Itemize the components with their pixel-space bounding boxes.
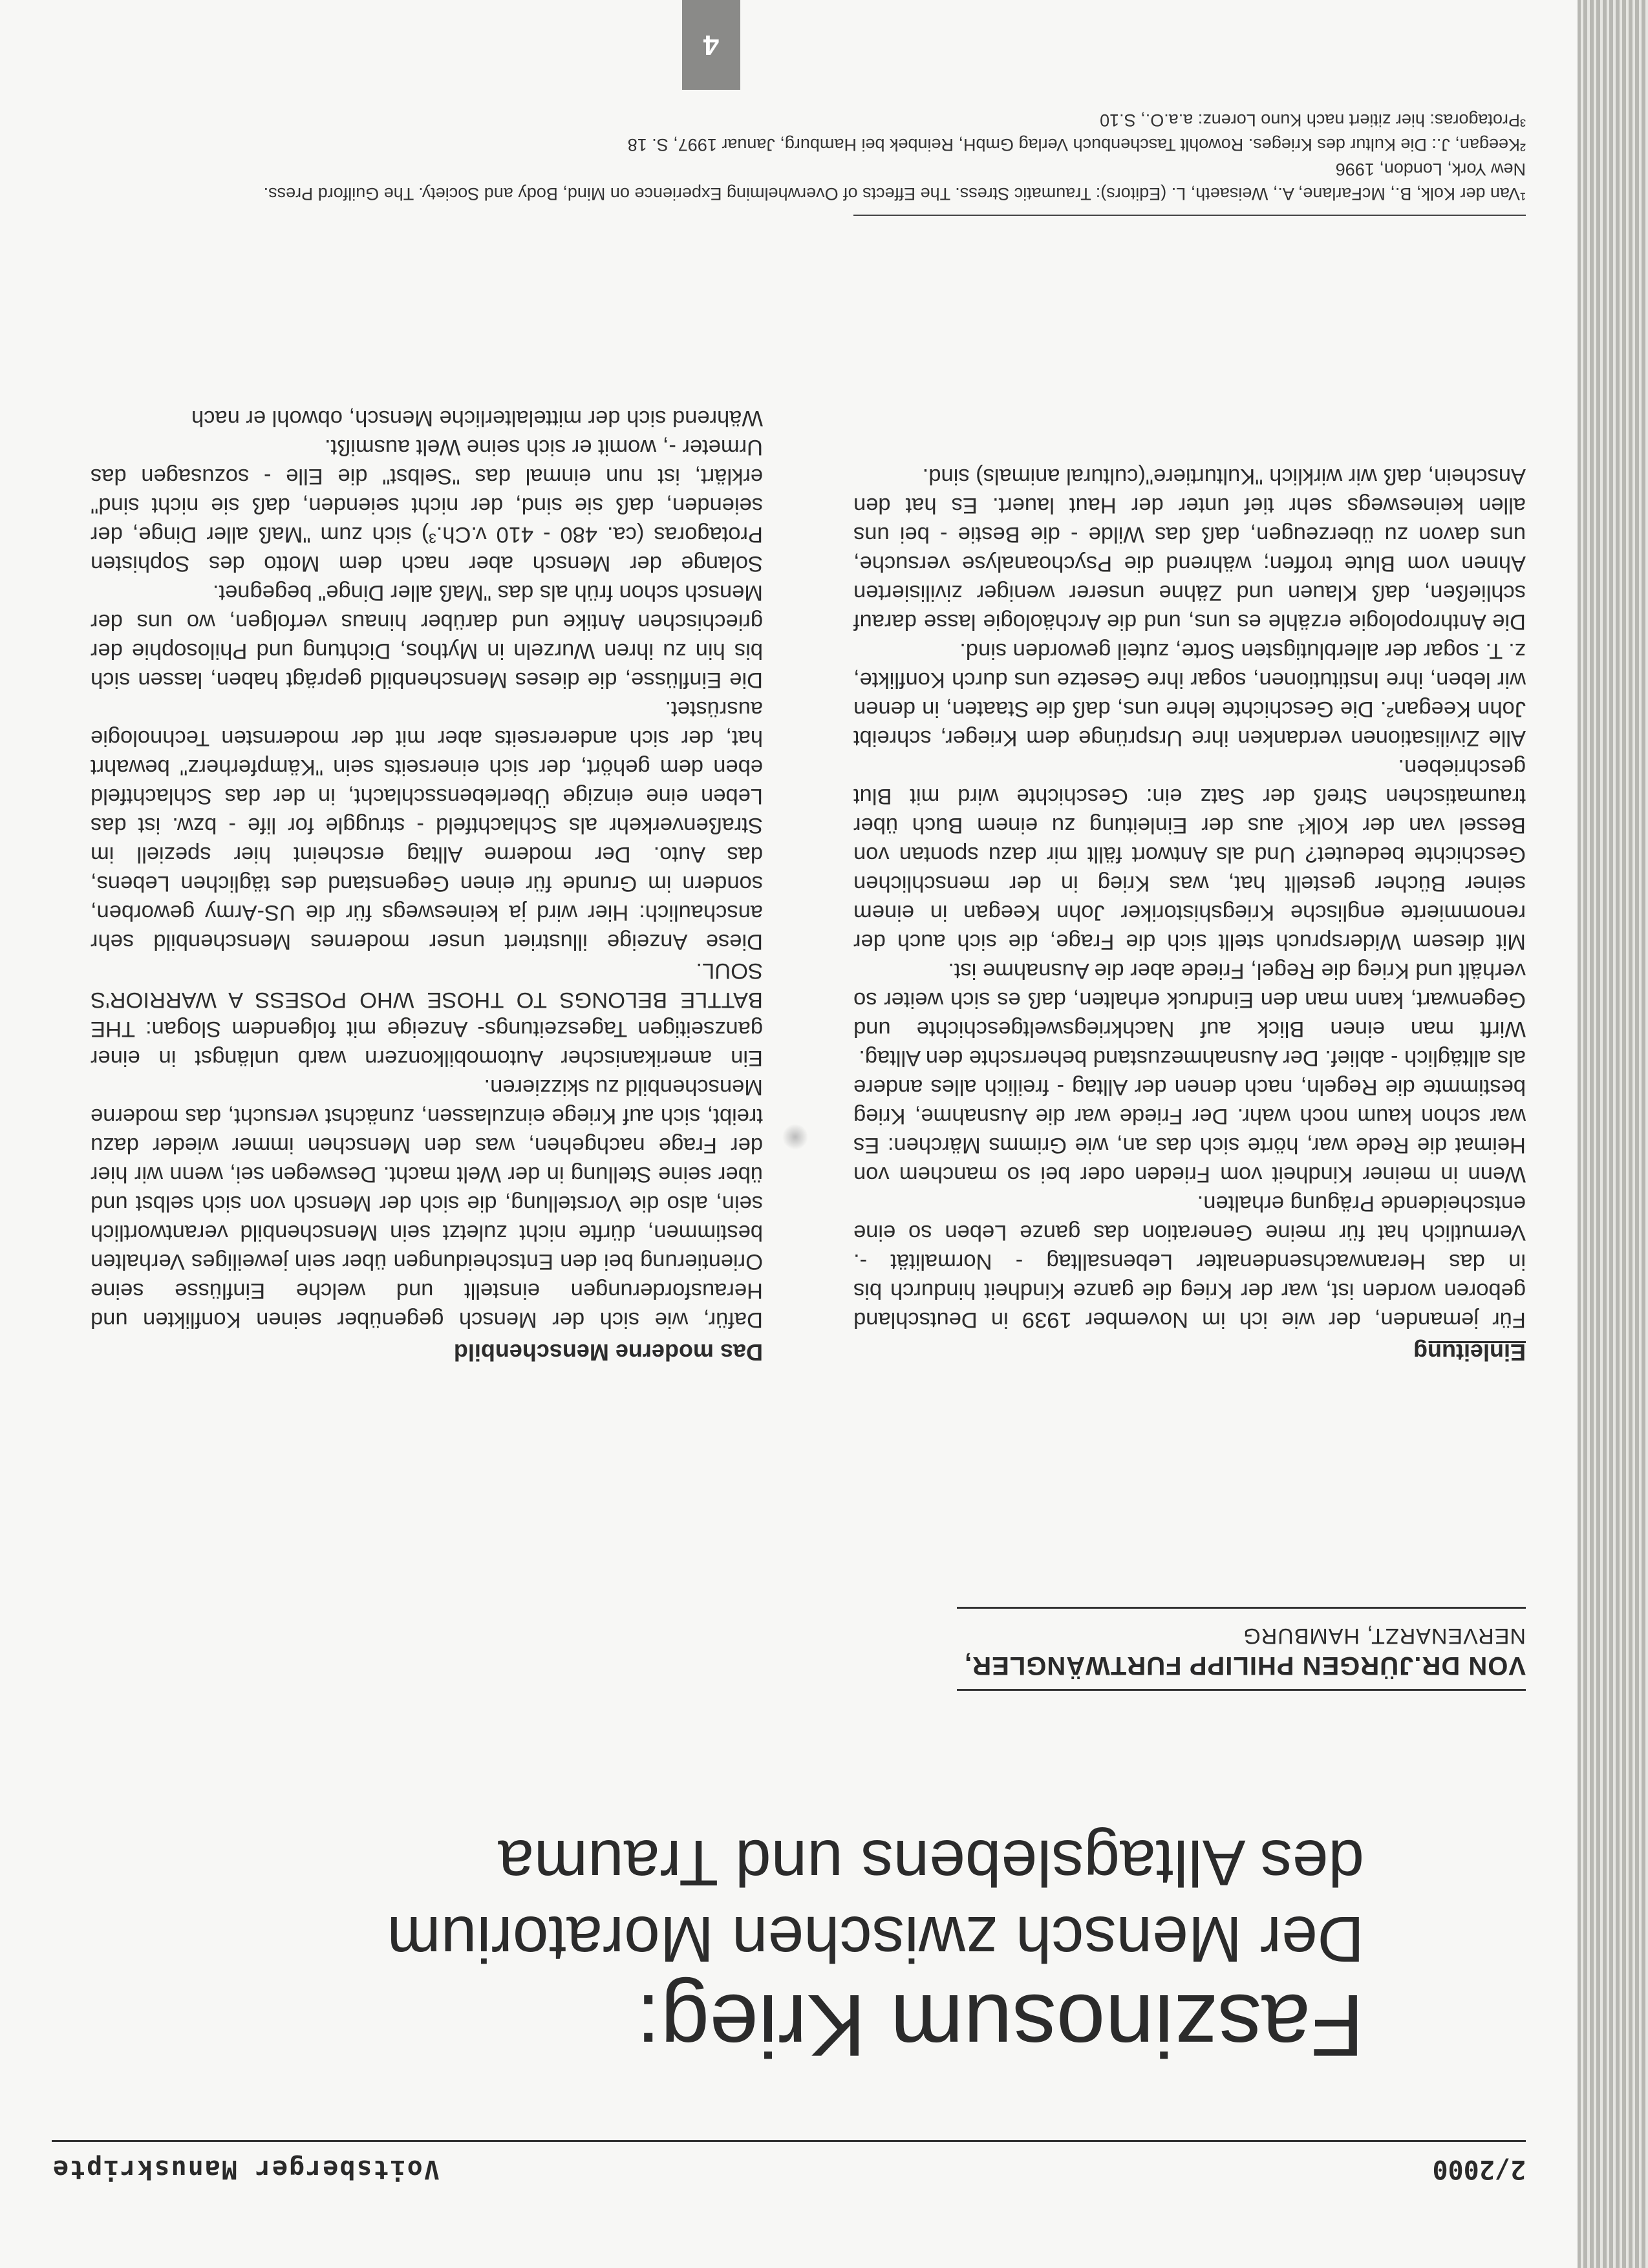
paragraph: Solange der Mensch aber nach dem Motto des Sophisten Protagoras (ca. 480 - 410 v.Ch.³) sich zum "Maß aller Dinge, der seienden, daß sie sind, der nicht seienden, daß sie nicht sind" erklärt, ist nun einmal das "Selbst" die Elle - sozusagen das Urmeter -, womit er sich seine Welt ausmißt. [91,435,763,576]
title-line-3: des Alltagslebens und Trauma [498,1827,1364,1899]
page-stack-edge [1570,0,1648,2268]
author-role: NERVENARZT, HAMBURG [1243,1624,1526,1648]
author-block [944,1623,1526,1680]
paragraph: Dafür, wie sich der Mensch gegenüber seinen Konflikten und Herausforderungen einstellt und welche Einflüsse seine Orientierung bei den Entscheidungen über sein jeweiliges Verhalten bestimmen, dürfte nicht zuletzt sein Menschenbild verantwortlich sein, also die Vorstellung, die sich der Mensch von sich selbst und über seine Stellung in der Welt macht. Deswegen sei, wenn wir hier der Frage nachgehen, was den Menschen immer wieder dazu treibt, sich auf Kriege einzulassen, zunächst versucht, das moderne Menschenbild zu skizzieren. [91,1075,763,1332]
footnote-rule [853,215,1526,216]
title-line-1: Faszinosum Krieg: [636,1977,1364,2075]
paragraph: Wenn in meiner Kindheit vom Frieden oder bei so manchem von Heimat die Rede war, hörte sich das an, wie Grimms Märchen: Es war schon kaum noch wahr. Der Friede war die Ausnahme, Krieg bestimmte die Regeln, nach denen der Alltag - freilich alles andere als alltäglich - ablief. Der Ausnahmezustand beherrschte den Alltag. [853,1046,1526,1187]
series-title: Voitsberger Manuskripte [52,2154,440,2184]
title-line-2: Der Mensch zwischen Moratorium [387,1903,1364,1975]
issue-number: 2/2000 [1432,2154,1526,2184]
footnote: ²Keegan, J.: Die Kultur des Krieges. Rowohlt Taschenbuch Verlag GmbH, Reinbek bei Hamburg, Januar 1997, S. 18 [627,135,1526,154]
footnote: ³Protagoras: hier zitiert nach Kuno Lorenz: a.a.O., S.10 [1100,111,1526,130]
footnote: ¹Van der Kolk, B., McFarlane, A., Weisaeth, L. (Editors): Traumatic Stress. The Effects of Overwhelming Experience on Mind, Body and Society. The Guilford Press. [263,184,1526,204]
paragraph: Wirft man einen Blick auf Nachkriegsweltgeschichte und Gegenwart, kann man den Eindruck erhalten, daß es sich weiter so verhält und Krieg die Regel, Friede aber die Ausnahme ist. [853,959,1526,1041]
paragraph: Für jemanden, der wie ich im November 1939 in Deutschland geboren worden ist, war der Krieg die ganze Kindheit hindurch bis in das Heranwachsendenalter Lebensalltag - Normalität -. Vermutlich hat für meine Generation das ganze Leben so eine entscheidende Prägung erhalten. [853,1191,1526,1332]
section-heading-einleitung: Einleitung [1413,1339,1526,1366]
paragraph: Alle Zivilisationen verdanken ihre Ursprünge dem Krieger, schreibt John Keegan². Die Geschichte lehre uns, daß die Staaten, in denen wir leben, ihre Institutionen, sogar ihre Gesetze uns durch Konflikte, z. T. sogar der allerblutigsten Sorte, zuteil geworden sind. [853,639,1526,750]
paragraph: Die Einflüsse, die dieses Menschenbild geprägt haben, lassen sich bis hin zu ihren Wurzeln in Mythos, Dichtung und Philosophie der griechischen Antike und darüber hinaus verfolgen, wo uns der Mensch schon früh als das "Maß aller Dinge" begegnet. [91,580,763,692]
author-name: VON DR.JÜRGEN PHILIPP FURTWÄNGLER, [964,1651,1526,1680]
page-number: 4 [682,0,740,90]
scan-smudge [782,1124,808,1150]
section-heading-menschenbild: Das moderne Menschenbild [453,1339,763,1366]
article-title [136,1825,1364,2074]
footnotes [39,108,1526,206]
footnote: New York, London, 1996 [1335,160,1526,179]
header-rule [52,2140,1526,2142]
right-column [91,403,763,1366]
paragraph: Ein amerikanischer Automobilkonzern warb unlängst in einer ganzseitigen Tageszeitungs- Anzeige mit folgendem Slogan: THE BATTLE BELONGS TO THOSE WHO POSESS A WARRIOR'S SOUL. [91,959,763,1070]
paragraph: Mit diesem Widerspruch stellt sich die Frage, die sich auch der renommierte englische Kriegshistoriker John Keegan in einem seiner Bücher gestellt hat, was Krieg in der menschlichen Geschichte bedeutet? Und als Antwort fällt mir dazu spontan von Bessel van der Kolk¹ aus der Einleitung zu einem Buch über traumatischen Streß der Satz ein: Geschichte wird mit Blut geschrieben. [853,755,1526,954]
author-rule-bottom [957,1607,1526,1609]
left-column [853,461,1526,1366]
paragraph: Während sich der mittelalterliche Mensch, obwohl er nach [191,406,763,430]
author-rule-top [957,1689,1526,1691]
paragraph: Diese Anzeige illustriert unser modernes Menschenbild sehr anschaulich: Hier wird ja keineswegs für die US-Army geworben, sondern im Grunde für einen Gegenstand des täglichen Lebens, das Auto. Der moderne Alltag erscheint hier speziell im Straßenverkehr als Schlachtfeld - struggle for life - bzw. ist das Leben eine einzige Überlebensschlacht, in der das Schlachtfeld eben dem gehört, der sich einerseits sein "Kämpferherz" bewahrt hat, der sich andererseits aber mit der modernsten Technologie ausrüstet. [91,697,763,954]
paragraph: Die Anthropologie erzähle es uns, und die Archäologie lasse darauf schließen, daß Klauen und Zähne unserer weniger zivilisierten Ahnen vom Blute troffen; während die Psychoanalyse versuche, uns davon zu überzeugen, daß das Wilde - die Bestie - bei uns allen keineswegs sehr tief unter der Haut lauert. Es hat den Anschein, daß wir wirklich "Kulturtiere"(cultural animals) sind. [853,464,1526,634]
